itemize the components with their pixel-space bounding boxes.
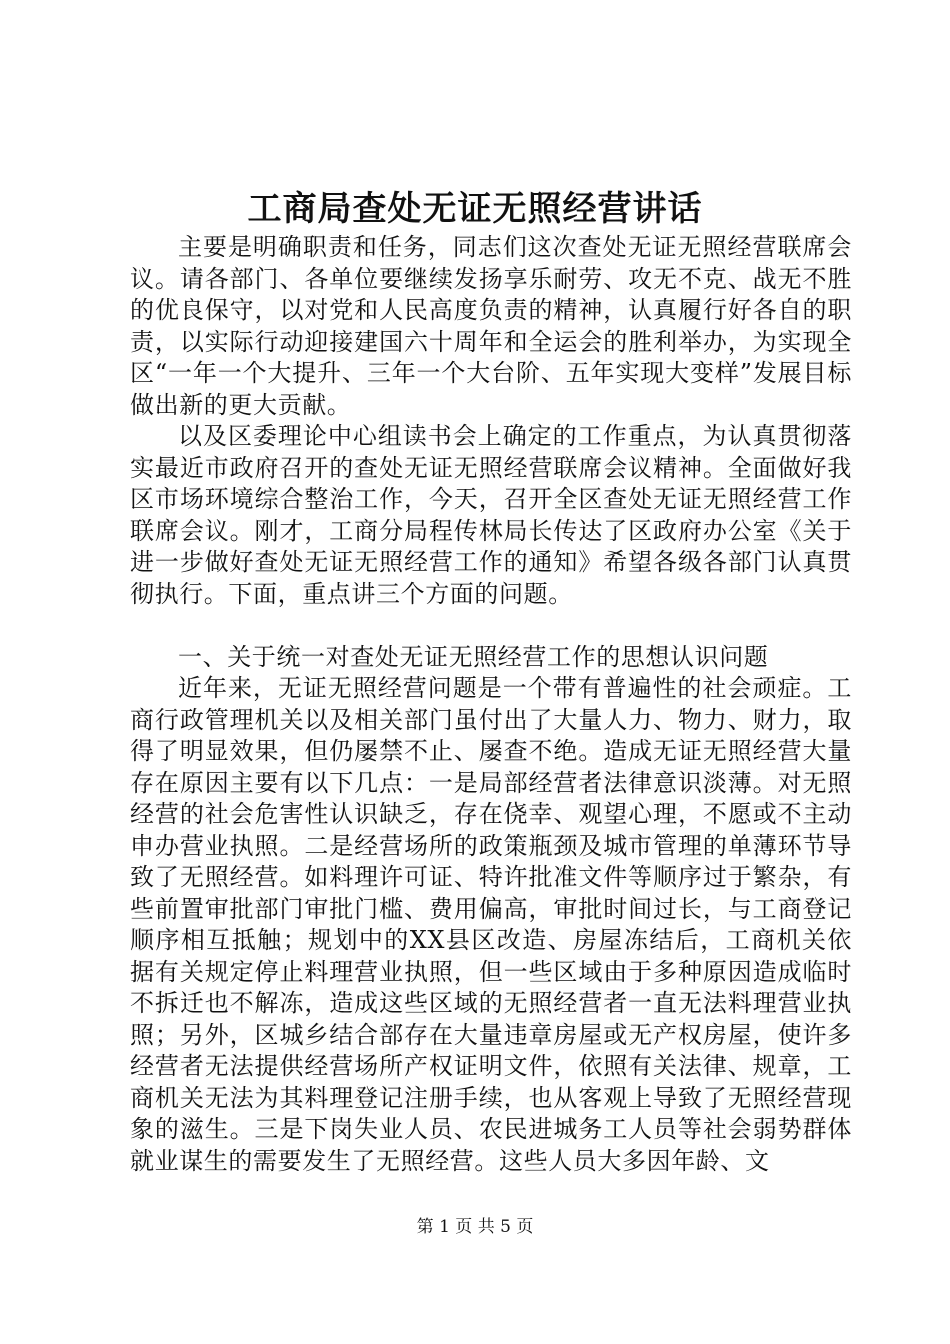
document-title: 工商局查处无证无照经营讲话 [247,189,703,229]
paragraph-responsibilities: 主要是明确职责和任务，同志们这次查处无证无照经营联席会议。请各部门、各单位要继续发扬享乐耐劳、攻无不克、战无不胜的优良保守，以对党和人民高度负责的精神，认真履行好各自的职责，以实际行动迎接建国六十周年和全运会的胜利举办，为实现全区“一年一个大提升、三年一个大台阶、五年实现大变样”发展目标做出新的更大贡献。 [130,233,852,419]
document-body [130,232,852,1177]
paragraph-causes: 近年来，无证无照经营问题是一个带有普遍性的社会顽症。工商行政管理机关以及相关部门虽付出了大量人力、物力、财力，取得了明显效果，但仍屡禁不止、屡查不绝。造成无证无照经营大量存在原因主要有以下几点：一是局部经营者法律意识淡薄。对无照经营的社会危害性认识缺乏，存在侥幸、观望心理，不愿或不主动申办营业执照。二是经营场所的政策瓶颈及城市管理的单薄环节导致了无照经营。如料理许可证、特许批准文件等顺序过于繁杂，有些前置审批部门审批门槛、费用偏高，审批时间过长，与工商登记顺序相互抵触；规划中的XX县区改造、房屋冻结后，工商机关依据有关规定停止料理营业执照，但一些区域由于多种原因造成临时不拆迁也不解冻，造成这些区域的无照经营者一直无法料理营业执照；另外，区城乡结合部存在大量违章房屋或无产权房屋，使许多经营者无法提供经营场所产权证明文件，依照有关法律、规章，工商机关无法为其料理登记注册手续，也从客观上导致了无照经营现象的滋生。三是下岗失业人员、农民进城务工人员等社会弱势群体就业谋生的需要发生了无照经营。这些人员大多因年龄、文 [130,674,852,1175]
paragraph-meeting-purpose: 以及区委理论中心组读书会上确定的工作重点，为认真贯彻落实最近市政府召开的查处无证无照经营联席会议精神。全面做好我区市场环境综合整治工作，今天，召开全区查处无证无照经营工作联席会议。刚才，工商分局程传林局长传达了区政府办公室《关于进一步做好查处无证无照经营工作的通知》希望各级各部门认真贯彻执行。下面，重点讲三个方面的问题。 [130,422,852,608]
section-heading-one: 一、关于统一对查处无证无照经营工作的思想认识问题 [178,642,769,671]
page-number-footer: 第 1 页 共 5 页 [416,1217,534,1237]
